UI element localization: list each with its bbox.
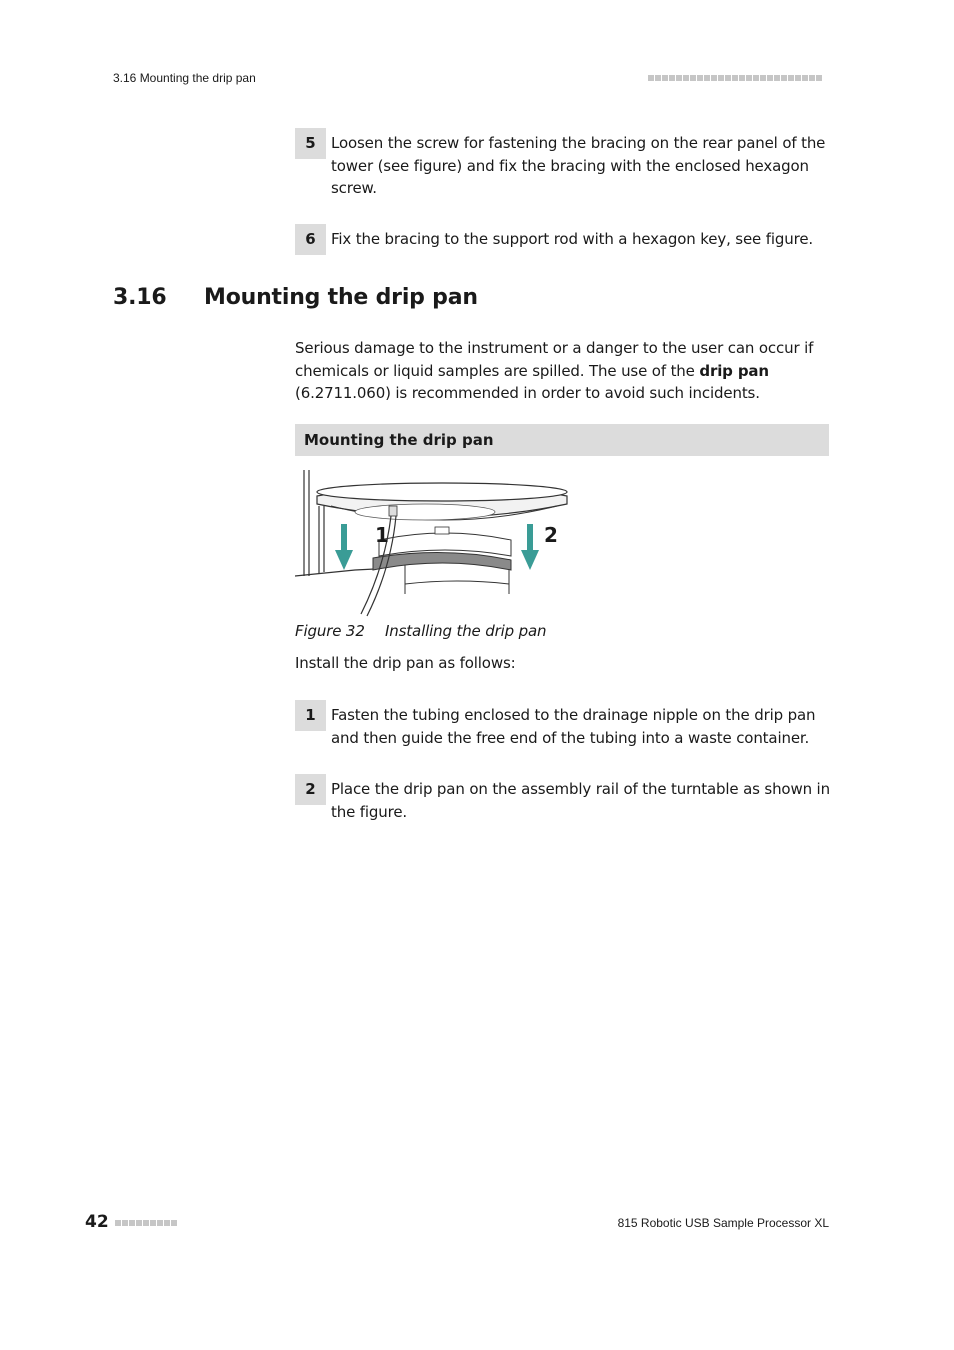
section-number: 3.16 bbox=[113, 285, 167, 310]
step-text: Fasten the tubing enclosed to the drainage nipple on the drip pan and then guide the free end of the tubing into a waste container. bbox=[331, 706, 816, 747]
step-number: 6 bbox=[295, 224, 326, 255]
running-header: 3.16 Mounting the drip pan bbox=[113, 71, 256, 85]
step-text: Loosen the screw for fastening the bracing on the rear panel of the tower (see figure) and fix the bracing with the enclosed hexagon screw. bbox=[331, 134, 826, 197]
callout-2: 2 bbox=[544, 523, 558, 547]
step-text: Place the drip pan on the assembly rail of the turntable as shown in the figure. bbox=[331, 780, 830, 821]
callout-1: 1 bbox=[375, 523, 389, 547]
procedure-heading: Mounting the drip pan bbox=[295, 424, 829, 456]
figure-caption-text: Installing the drip pan bbox=[385, 622, 547, 640]
intro-text: (6.2711.060) is recommended in order to avoid such incidents. bbox=[295, 384, 760, 402]
header-decoration bbox=[648, 75, 822, 81]
arrow-down-icon bbox=[335, 524, 353, 570]
step-number: 5 bbox=[295, 128, 326, 159]
step-text: Fix the bracing to the support rod with a hexagon key, see figure. bbox=[331, 230, 814, 248]
intro-paragraph bbox=[295, 337, 830, 405]
footer-decoration bbox=[115, 1220, 177, 1226]
section-title: Mounting the drip pan bbox=[204, 285, 478, 310]
drip-pan-illustration bbox=[295, 466, 575, 618]
intro-text: Serious damage to the instrument or a danger to the user can occur if chemicals or liquid samples are spilled. The use of the bbox=[295, 339, 814, 380]
section-heading bbox=[113, 285, 478, 310]
figure-label: Figure 32 bbox=[295, 622, 365, 640]
intro-bold-term: drip pan bbox=[699, 361, 769, 380]
product-name: 815 Robotic USB Sample Processor XL bbox=[617, 1216, 829, 1230]
arrow-down-icon bbox=[521, 524, 539, 570]
install-intro: Install the drip pan as follows: bbox=[295, 654, 516, 672]
figure-caption bbox=[295, 622, 546, 640]
step-number: 1 bbox=[295, 700, 326, 731]
figure-drip-pan bbox=[295, 466, 575, 622]
page-number: 42 bbox=[85, 1212, 109, 1232]
step-number: 2 bbox=[295, 774, 326, 805]
